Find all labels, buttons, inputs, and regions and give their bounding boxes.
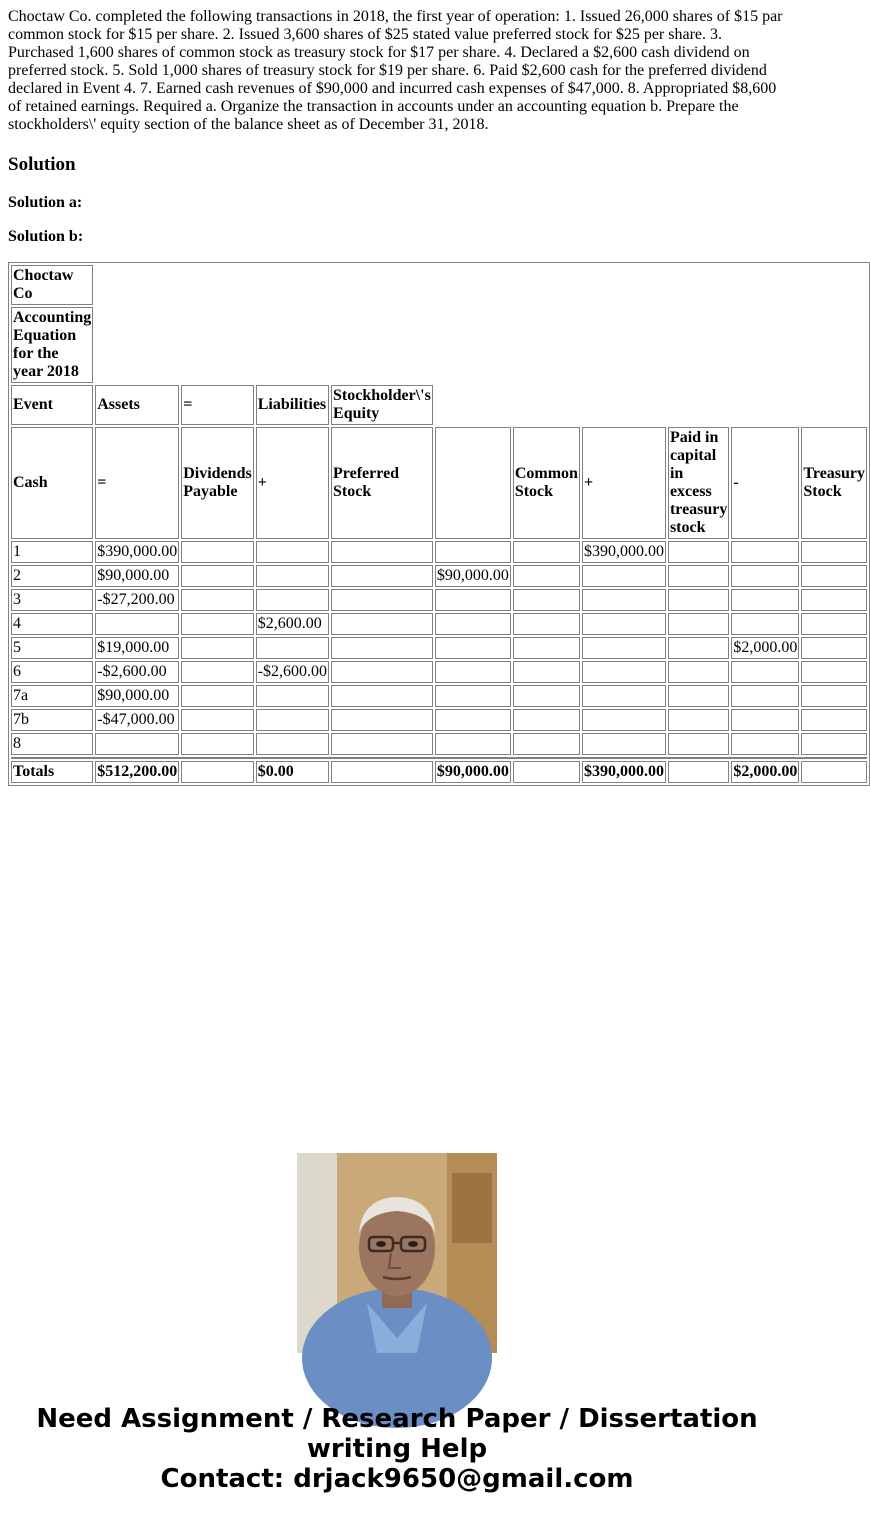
question-text: Choctaw Co. completed the following transactions in 2018, the first year of operation: 1. Issued 26,000 shares of $15 par common stock for $15 per share. 2. Issued 3,600 shares of $25 stated value preferred stock for $25 per share. 3. Purchased 1,600 shares of common stock as treasury stock for $17 per share. 4. Declared a $2,600 cash dividend on preferred stock. 5. Sold 1,000 shares of treasury stock for $19 per share. 6. Paid $2,600 cash for the preferred dividend declared in Event 4. 7. Earned cash revenues of $90,000 and incurred cash expenses of $47,000. 8. Appropriated $8,600 of retained earnings. Required a. Organize the transaction in accounts under an accounting equation b. Prepare the stockholders\' equity section of the balance sheet as of December 31, 2018.	[8, 8, 783, 133]
table-cell: -$47,000.00	[95, 709, 179, 731]
table-cell	[435, 685, 511, 707]
table-cell	[331, 613, 433, 635]
table-row	[11, 613, 867, 635]
table-cell	[801, 541, 867, 563]
table-cell: $90,000.00	[95, 565, 179, 587]
table-cell	[331, 709, 433, 731]
col-plus-2: +	[582, 427, 666, 539]
table-cell: $390,000.00	[95, 541, 179, 563]
table-cell	[435, 709, 511, 731]
table-separator-row	[11, 757, 867, 759]
table-cell	[801, 613, 867, 635]
head-equals: =	[181, 385, 253, 425]
totals-cell: $0.00	[256, 761, 329, 783]
totals-cell: $2,000.00	[731, 761, 799, 783]
table-cell	[181, 637, 253, 659]
table-cell	[95, 733, 179, 755]
table-row	[11, 589, 867, 611]
table-cell	[95, 613, 179, 635]
table-cell: 1	[11, 541, 93, 563]
table-cell	[513, 637, 580, 659]
head-event: Event	[11, 385, 93, 425]
author-avatar	[297, 1153, 497, 1353]
totals-cell: $512,200.00	[95, 761, 179, 783]
table-cell	[731, 685, 799, 707]
table-cell	[801, 589, 867, 611]
accounting-equation-table	[8, 262, 870, 786]
table-cell	[801, 637, 867, 659]
table-cell: $390,000.00	[582, 541, 666, 563]
table-cell	[668, 685, 729, 707]
table-cell	[513, 709, 580, 731]
table-cell	[181, 709, 253, 731]
table-cell	[801, 685, 867, 707]
table-cell	[181, 565, 253, 587]
table-row	[11, 541, 867, 563]
table-cell	[513, 589, 580, 611]
table-cell	[513, 685, 580, 707]
col-plus: +	[256, 427, 329, 539]
table-cell	[331, 733, 433, 755]
table-cell: 4	[11, 613, 93, 635]
table-cell	[668, 709, 729, 731]
table-row	[11, 709, 867, 731]
table-cell	[668, 541, 729, 563]
table-cell	[668, 613, 729, 635]
col-treasury-stock: Treasury Stock	[801, 427, 867, 539]
table-company-cell: Choctaw Co	[11, 265, 93, 305]
table-cell	[331, 541, 433, 563]
totals-cell: Totals	[11, 761, 93, 783]
col-cash: Cash	[11, 427, 93, 539]
col-paid-in-capital: Paid in capital in excess treasury stock	[668, 427, 729, 539]
table-cell	[731, 589, 799, 611]
table-cell	[582, 661, 666, 683]
table-cell	[801, 709, 867, 731]
table-cell	[331, 661, 433, 683]
table-cell: -$2,600.00	[95, 661, 179, 683]
table-cell: 8	[11, 733, 93, 755]
col-common-stock: Common Stock	[513, 427, 580, 539]
table-cell	[331, 637, 433, 659]
accounting-table-wrapper	[8, 262, 866, 786]
table-cell	[731, 565, 799, 587]
table-cell	[435, 661, 511, 683]
table-cell: $2,000.00	[731, 637, 799, 659]
table-cell: $90,000.00	[95, 685, 179, 707]
table-cell	[435, 613, 511, 635]
table-cell	[582, 637, 666, 659]
col-minus: -	[731, 427, 799, 539]
table-cell	[668, 661, 729, 683]
head-stockholders-equity: Stockholder\'s Equity	[331, 385, 433, 425]
table-cell	[435, 637, 511, 659]
table-cell: 2	[11, 565, 93, 587]
totals-cell	[801, 761, 867, 783]
table-caption-cell: Accounting Equation for the year 2018	[11, 307, 93, 383]
table-cell	[731, 661, 799, 683]
solution-b-label: Solution b:	[8, 228, 84, 245]
table-cell	[181, 589, 253, 611]
table-row	[11, 637, 867, 659]
table-cell: 5	[11, 637, 93, 659]
table-cell	[513, 565, 580, 587]
footer-contact-text: Contact: drjack9650@gmail.com	[160, 1464, 634, 1494]
table-cell	[582, 685, 666, 707]
table-cell	[668, 565, 729, 587]
table-cell	[731, 613, 799, 635]
table-cell	[181, 613, 253, 635]
table-cell	[331, 565, 433, 587]
table-cell	[801, 661, 867, 683]
table-cell	[801, 733, 867, 755]
table-cell	[181, 661, 253, 683]
table-cell	[256, 565, 329, 587]
table-body	[11, 541, 867, 783]
table-cell	[513, 541, 580, 563]
table-cell	[513, 661, 580, 683]
table-cell	[256, 589, 329, 611]
table-cell	[331, 685, 433, 707]
solution-heading: Solution	[8, 154, 76, 175]
col-equals: =	[95, 427, 179, 539]
table-cell	[181, 685, 253, 707]
table-cell	[256, 733, 329, 755]
table-cell	[181, 541, 253, 563]
col-preferred-stock: Preferred Stock	[331, 427, 433, 539]
col-blank	[435, 427, 511, 539]
table-cell: -$2,600.00	[256, 661, 329, 683]
table-row	[11, 733, 867, 755]
table-cell	[582, 613, 666, 635]
table-cell	[435, 589, 511, 611]
table-cell	[582, 565, 666, 587]
table-cell	[731, 541, 799, 563]
totals-cell	[331, 761, 433, 783]
table-totals-row	[11, 761, 867, 783]
table-cell	[435, 733, 511, 755]
table-cell	[731, 709, 799, 731]
table-cell	[331, 589, 433, 611]
head-liabilities: Liabilities	[256, 385, 329, 425]
table-cell: $90,000.00	[435, 565, 511, 587]
table-cell: 6	[11, 661, 93, 683]
table-cell: 7a	[11, 685, 93, 707]
table-cell	[256, 541, 329, 563]
table-cell	[256, 709, 329, 731]
table-cell	[801, 565, 867, 587]
table-cell	[668, 637, 729, 659]
totals-cell	[181, 761, 253, 783]
totals-cell: $90,000.00	[435, 761, 511, 783]
table-cell	[668, 733, 729, 755]
totals-cell: $390,000.00	[582, 761, 666, 783]
table-cell: $2,600.00	[256, 613, 329, 635]
table-cell: $19,000.00	[95, 637, 179, 659]
table-cell	[582, 733, 666, 755]
table-cell	[181, 733, 253, 755]
footer-banner	[0, 1404, 794, 1494]
table-cell	[435, 541, 511, 563]
col-dividends-payable: Dividends Payable	[181, 427, 253, 539]
table-cell	[668, 589, 729, 611]
table-cell	[513, 613, 580, 635]
head-assets: Assets	[95, 385, 179, 425]
table-row	[11, 685, 867, 707]
table-cell: 3	[11, 589, 93, 611]
solution-a-label: Solution a:	[8, 194, 83, 211]
table-cell	[256, 685, 329, 707]
table-cell	[256, 637, 329, 659]
person-portrait-icon	[297, 1153, 497, 1353]
table-row	[11, 565, 867, 587]
table-cell: -$27,200.00	[95, 589, 179, 611]
table-cell	[513, 733, 580, 755]
table-cell	[582, 589, 666, 611]
table-cell: 7b	[11, 709, 93, 731]
totals-cell	[513, 761, 580, 783]
table-cell	[582, 709, 666, 731]
table-separator	[11, 757, 867, 759]
footer-help-text: Need Assignment / Research Paper / Dissertation writing Help	[36, 1404, 758, 1464]
table-cell	[731, 733, 799, 755]
totals-cell	[668, 761, 729, 783]
table-row	[11, 661, 867, 683]
